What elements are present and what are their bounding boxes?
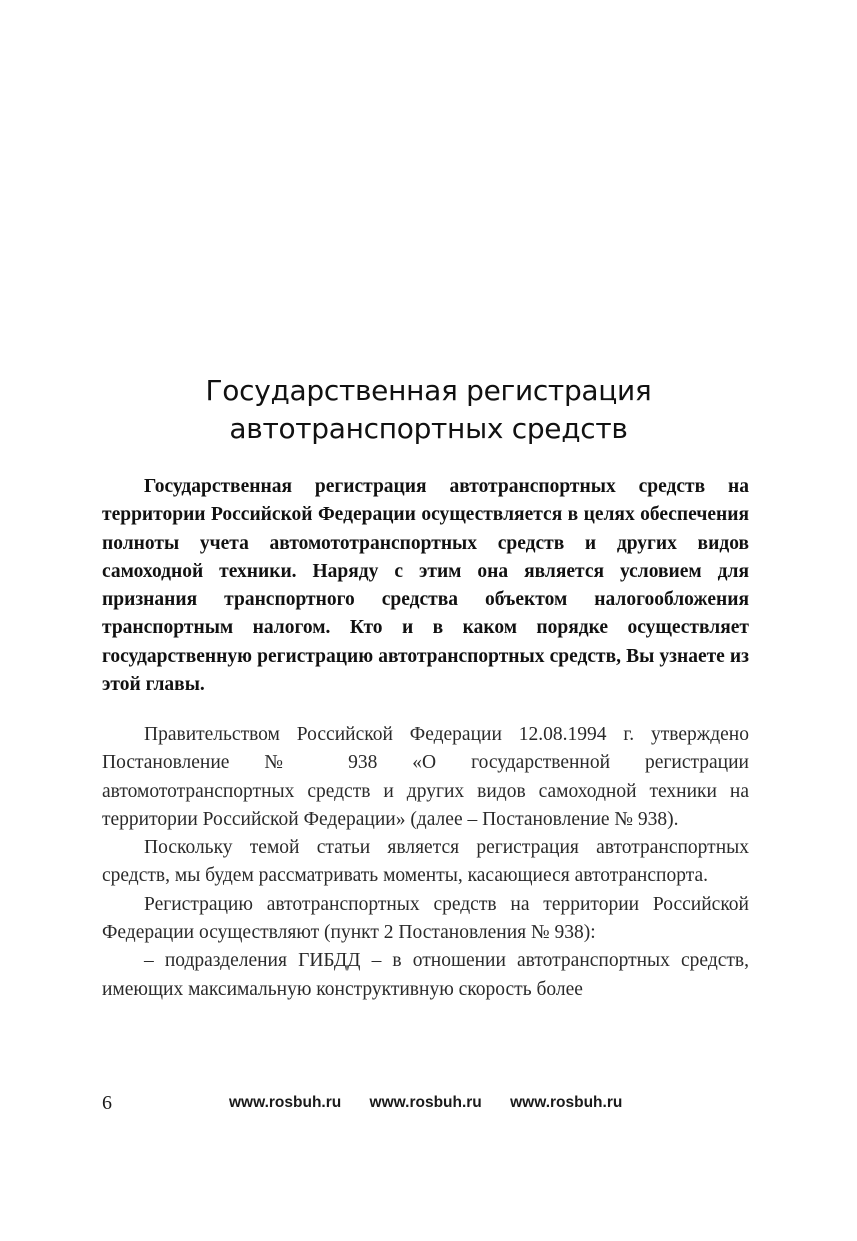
body-paragraph-4: – подразделения ГИБДД – в отношении автотранспортных средств, имеющих максимальную конструктивную скорость более: [102, 950, 749, 1000]
chapter-heading-line-1: Государственная регистрация: [205, 374, 652, 407]
body-paragraph-3: Регистрацию автотранспортных средств на территории Российской Федерации осуществляют (пункт 2 Постановления № 938):: [102, 893, 749, 944]
chapter-heading-line-2: автотранспортных средств: [229, 412, 628, 445]
intro-block: [102, 473, 749, 699]
body-paragraph-2: Поскольку темой статьи является регистрация автотранспортных средств, мы будем рассматривать моменты, касающиеся автотранспорта.: [102, 837, 749, 887]
chapter-heading: [0, 372, 857, 448]
footer-link-3[interactable]: www.rosbuh.ru: [510, 1094, 623, 1111]
page-number: 6: [102, 1092, 112, 1114]
intro-paragraph: Государственная регистрация автотранспортных средств на территории Российской Федерации осуществляется в целях обеспечения полноты учета автомототранспортных средств и других видов самоходной техники. Наряду с этим она является условием для признания транспортного средства объектом налогообложения транспортным налогом. Кто и в каком порядке осуществляет государственную регистрацию автотранспортных средств, Вы узнаете из этой главы.: [102, 476, 749, 696]
footer-links: [229, 1094, 646, 1112]
footer-link-1[interactable]: www.rosbuh.ru: [229, 1094, 342, 1111]
footer-link-2[interactable]: www.rosbuh.ru: [369, 1094, 482, 1111]
body-paragraph-1: Правительством Российской Федерации 12.08.1994 г. утверждено Постановление № 938 «О государственной регистрации автомототранспортных средств и других видов самоходной техники на территории Российской Федерации» (далее – Постановление № 938).: [102, 724, 749, 830]
body-text: [102, 721, 749, 1004]
